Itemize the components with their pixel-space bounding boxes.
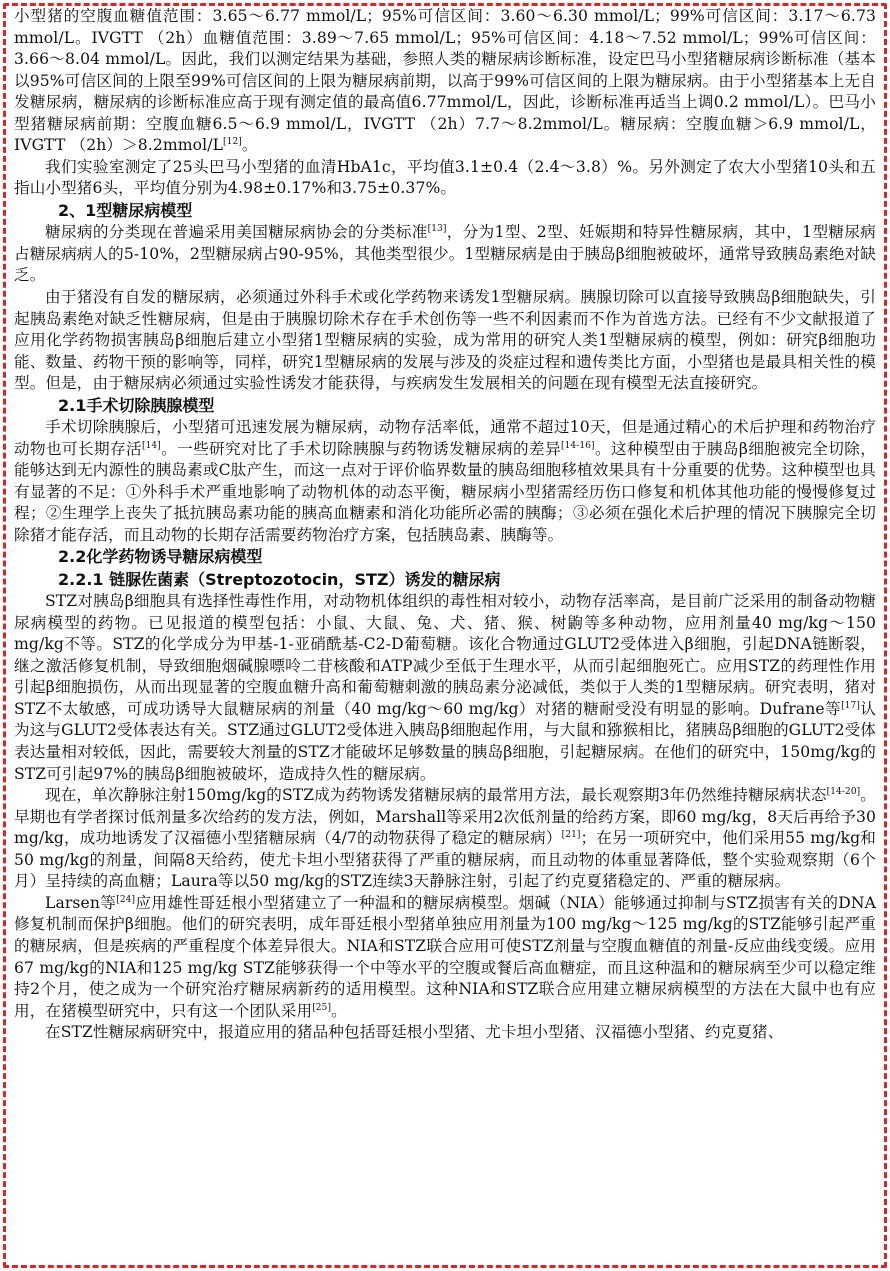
- heading-type1-model: 2、1型糖尿病模型: [58, 200, 193, 220]
- paragraph-induction-methods: 由于猪没有自发的糖尿病，必须通过外科手术或化学药物来诱发1型糖尿病。胰腺切除可以直接导致胰岛β细胞缺失，引起胰岛素绝对缺乏性糖尿病，但是由于胰腺切除术存在手术创伤等一些不利因素而不作为首选方法。已经有不少文献报道了应用化学药物损害胰岛β细胞后建立小型猪1型糖尿病的实验，成为常用的研究人类1型糖尿病的模型，例如：研究β细胞功能、数量、药物干预的影响等，同样，研究1型糖尿病的发展与涉及的炎症过程和遗传类比方面，小型猪也是最具相关性的模型。但是，由于糖尿病必须通过实验性诱发才能获得，与疾病发生发展相关的问题在现有模型无法直接研究。: [14, 287, 876, 393]
- paragraph-pancreatectomy: 手术切除胰腺后，小型猪可迅速发展为糖尿病，动物存活率低，通常不超过10天，但是通过精心的术后护理和药物治疗动物也可长期存活[14]。一些研究对比了手术切除胰腺与药物诱发糖尿病的差异[14-16]。这种模型由于胰岛β细胞被完全切除，能够达到无内源性的胰岛素或C肽产生，而这一点对于评价临界数量的胰岛细胞移植效果具有十分重要的优势。这种模型也具有显著的不足：①外科手术严重地影响了动物机体的动态平衡，糖尿病小型猪需经历伤口修复和机体其他功能的慢慢修复过程；②生理学上丧失了抵抗胰岛素功能的胰高血糖素和消化功能所必需的胰酶；③必须在强化术后护理的情况下胰腺完全切除猪才能存活，而且动物的长期存活需要药物治疗方案，包括胰岛素、胰酶等。: [14, 418, 876, 544]
- paragraph-hba1c: 我们实验室测定了25头巴马小型猪的血清HbA1c，平均值3.1±0.4（2.4～3.8）%。另外测定了农大小型猪10头和五指山小型猪6头，平均值分别为4.98±0.17%和3.75±0.37%。: [14, 157, 876, 198]
- heading-chemical-induction: 2.2化学药物诱导糖尿病模型: [58, 547, 263, 567]
- paragraph-classification: 糖尿病的分类现在普遍采用美国糖尿病协会的分类标准[13]，分为1型、2型、妊娠期和特异性糖尿病，其中，1型糖尿病占糖尿病病人的5-10%，2型糖尿病占90-95%，其他类型很少。1型糖尿病是由于胰岛β细胞被破坏，通常导致胰岛素绝对缺乏。: [14, 223, 876, 285]
- paragraph-stz-mechanism: STZ对胰岛β细胞具有选择性毒性作用，对动物机体组织的毒性相对较小，动物存活率高，是目前广泛采用的制备动物糖尿病模型的药物。已见报道的模型包括：小鼠、大鼠、兔、犬、猪、猴、树鼩等多种动物，应用剂量40 mg/kg～150 mg/kg不等。STZ的化学成分为甲基-1-亚硝酰基-C2-D葡萄糖。该化合物通过GLUT2受体进入β细胞，引起DNA链断裂，继之激活修复机制，导致细胞烟碱腺嘌呤二苷核酸和ATP减少至低于生理水平，从而引起细胞死亡。应用STZ的药理性作用引起β细胞损伤，从而出现显著的空腹血糖升高和葡萄糖刺激的胰岛素分泌减低，类似于人类的1型糖尿病。研究表明，猪对STZ不太敏感，可成功诱导大鼠糖尿病的剂量（40 mg/kg～60 mg/kg）对猪的糖耐受没有明显的影响。Dufrane等[17]认为这与GLUT2受体表达有关。STZ通过GLUT2受体进入胰岛β细胞起作用，与大鼠和猕猴相比，猪胰岛β细胞的GLUT2受体表达量相对较低，因此，需要较大剂量的STZ才能破坏足够数量的胰岛β细胞，引起糖尿病。在他们的研究中，150mg/kg的STZ可引起97%的胰岛β细胞被破坏，造成持久性的糖尿病。: [14, 592, 876, 783]
- heading-stz: 2.2.1 链脲佐菌素（Streptozotocin，STZ）诱发的糖尿病: [58, 569, 501, 589]
- paragraph-pig-breeds: 在STZ性糖尿病研究中，报道应用的猪品种包括哥廷根小型猪、尤卡坦小型猪、汉福德小型猪、约克夏猪、: [45, 1023, 784, 1042]
- heading-pancreatectomy: 2.1手术切除胰腺模型: [58, 395, 215, 415]
- paragraph-stz-dosing: 现在，单次静脉注射150mg/kg的STZ成为药物诱发猪糖尿病的最常用方法，最长观察期3年仍然维持糖尿病状态[14-20]。早期也有学者探讨低剂量多次给药的发方法，例如，Marshall等采用2次低剂量的给药方案，即60 mg/kg，8天后再给予30 mg/kg，成功地诱发了汉福德小型猪糖尿病（4/7的动物获得了稳定的糖尿病）[21]；在另一项研究中，他们采用55 mg/kg和50 mg/kg的剂量，间隔8天给药，使尤卡坦小型猪获得了严重的糖尿病，而且动物的体重显著降低，整个实验观察期（6个月）呈持续的高血糖；Laura等以50 mg/kg的STZ连续3天静脉注射，引起了约克夏猪稳定的、严重的糖尿病。: [14, 786, 876, 891]
- document-body: [14, 6, 876, 1044]
- paragraph-nia-stz: Larsen等[24]应用雄性哥廷根小型猪建立了一种温和的糖尿病模型。烟碱（NIA）能够通过抑制与STZ损害有关的DNA修复机制而保护β细胞。他们的研究表明，成年哥廷根小型猪单独应用剂量为100 mg/kg～125 mg/kg的STZ能够引起严重的糖尿病，但是疾病的严重程度个体差异很大。NIA和STZ联合应用可使STZ剂量与空腹血糖值的剂量-反应曲线变缓。应用67 mg/kg的NIA和125 mg/kg STZ能够获得一个中等水平的空腹或餐后高血糖症，而且这种温和的糖尿病至少可以稳定维持2个月，使之成为一个研究治疗糖尿病新药的适用模型。这种NIA和STZ联合应用建立糖尿病模型的方法在大鼠中也有应用，在猪模型研究中，只有这一个团队采用[25]。: [14, 893, 876, 1020]
- paragraph-diagnostic-criteria: 小型猪的空腹血糖值范围：3.65～6.77 mmol/L；95%可信区间：3.60～6.30 mmol/L；99%可信区间：3.17～6.73 mmol/L。IVGTT （2h）血糖值范围：3.89～7.65 mmol/L；95%可信区间：4.18～7.52 mmol/L；99%可信区间：3.66～8.04 mmol/L。因此，我们以测定结果为基础，参照人类的糖尿病诊断标准，设定巴马小型猪糖尿病诊断标准（基本以95%可信区间的上限至99%可信区间的上限为糖尿病前期，以高于99%可信区间的上限为糖尿病。由于小型猪基本上无自发糖尿病，糖尿病的诊断标准应高于现有测定值的最高值6.77mmol/L，因此，诊断标准再适当上调0.2 mmol/L）。巴马小型猪糖尿病前期：空腹血糖6.5～6.9 mmol/L，IVGTT （2h）7.7～8.2mmol/L。糖尿病：空腹血糖＞6.9 mmol/L，IVGTT （2h）＞8.2mmol/L[12]。: [14, 7, 876, 155]
